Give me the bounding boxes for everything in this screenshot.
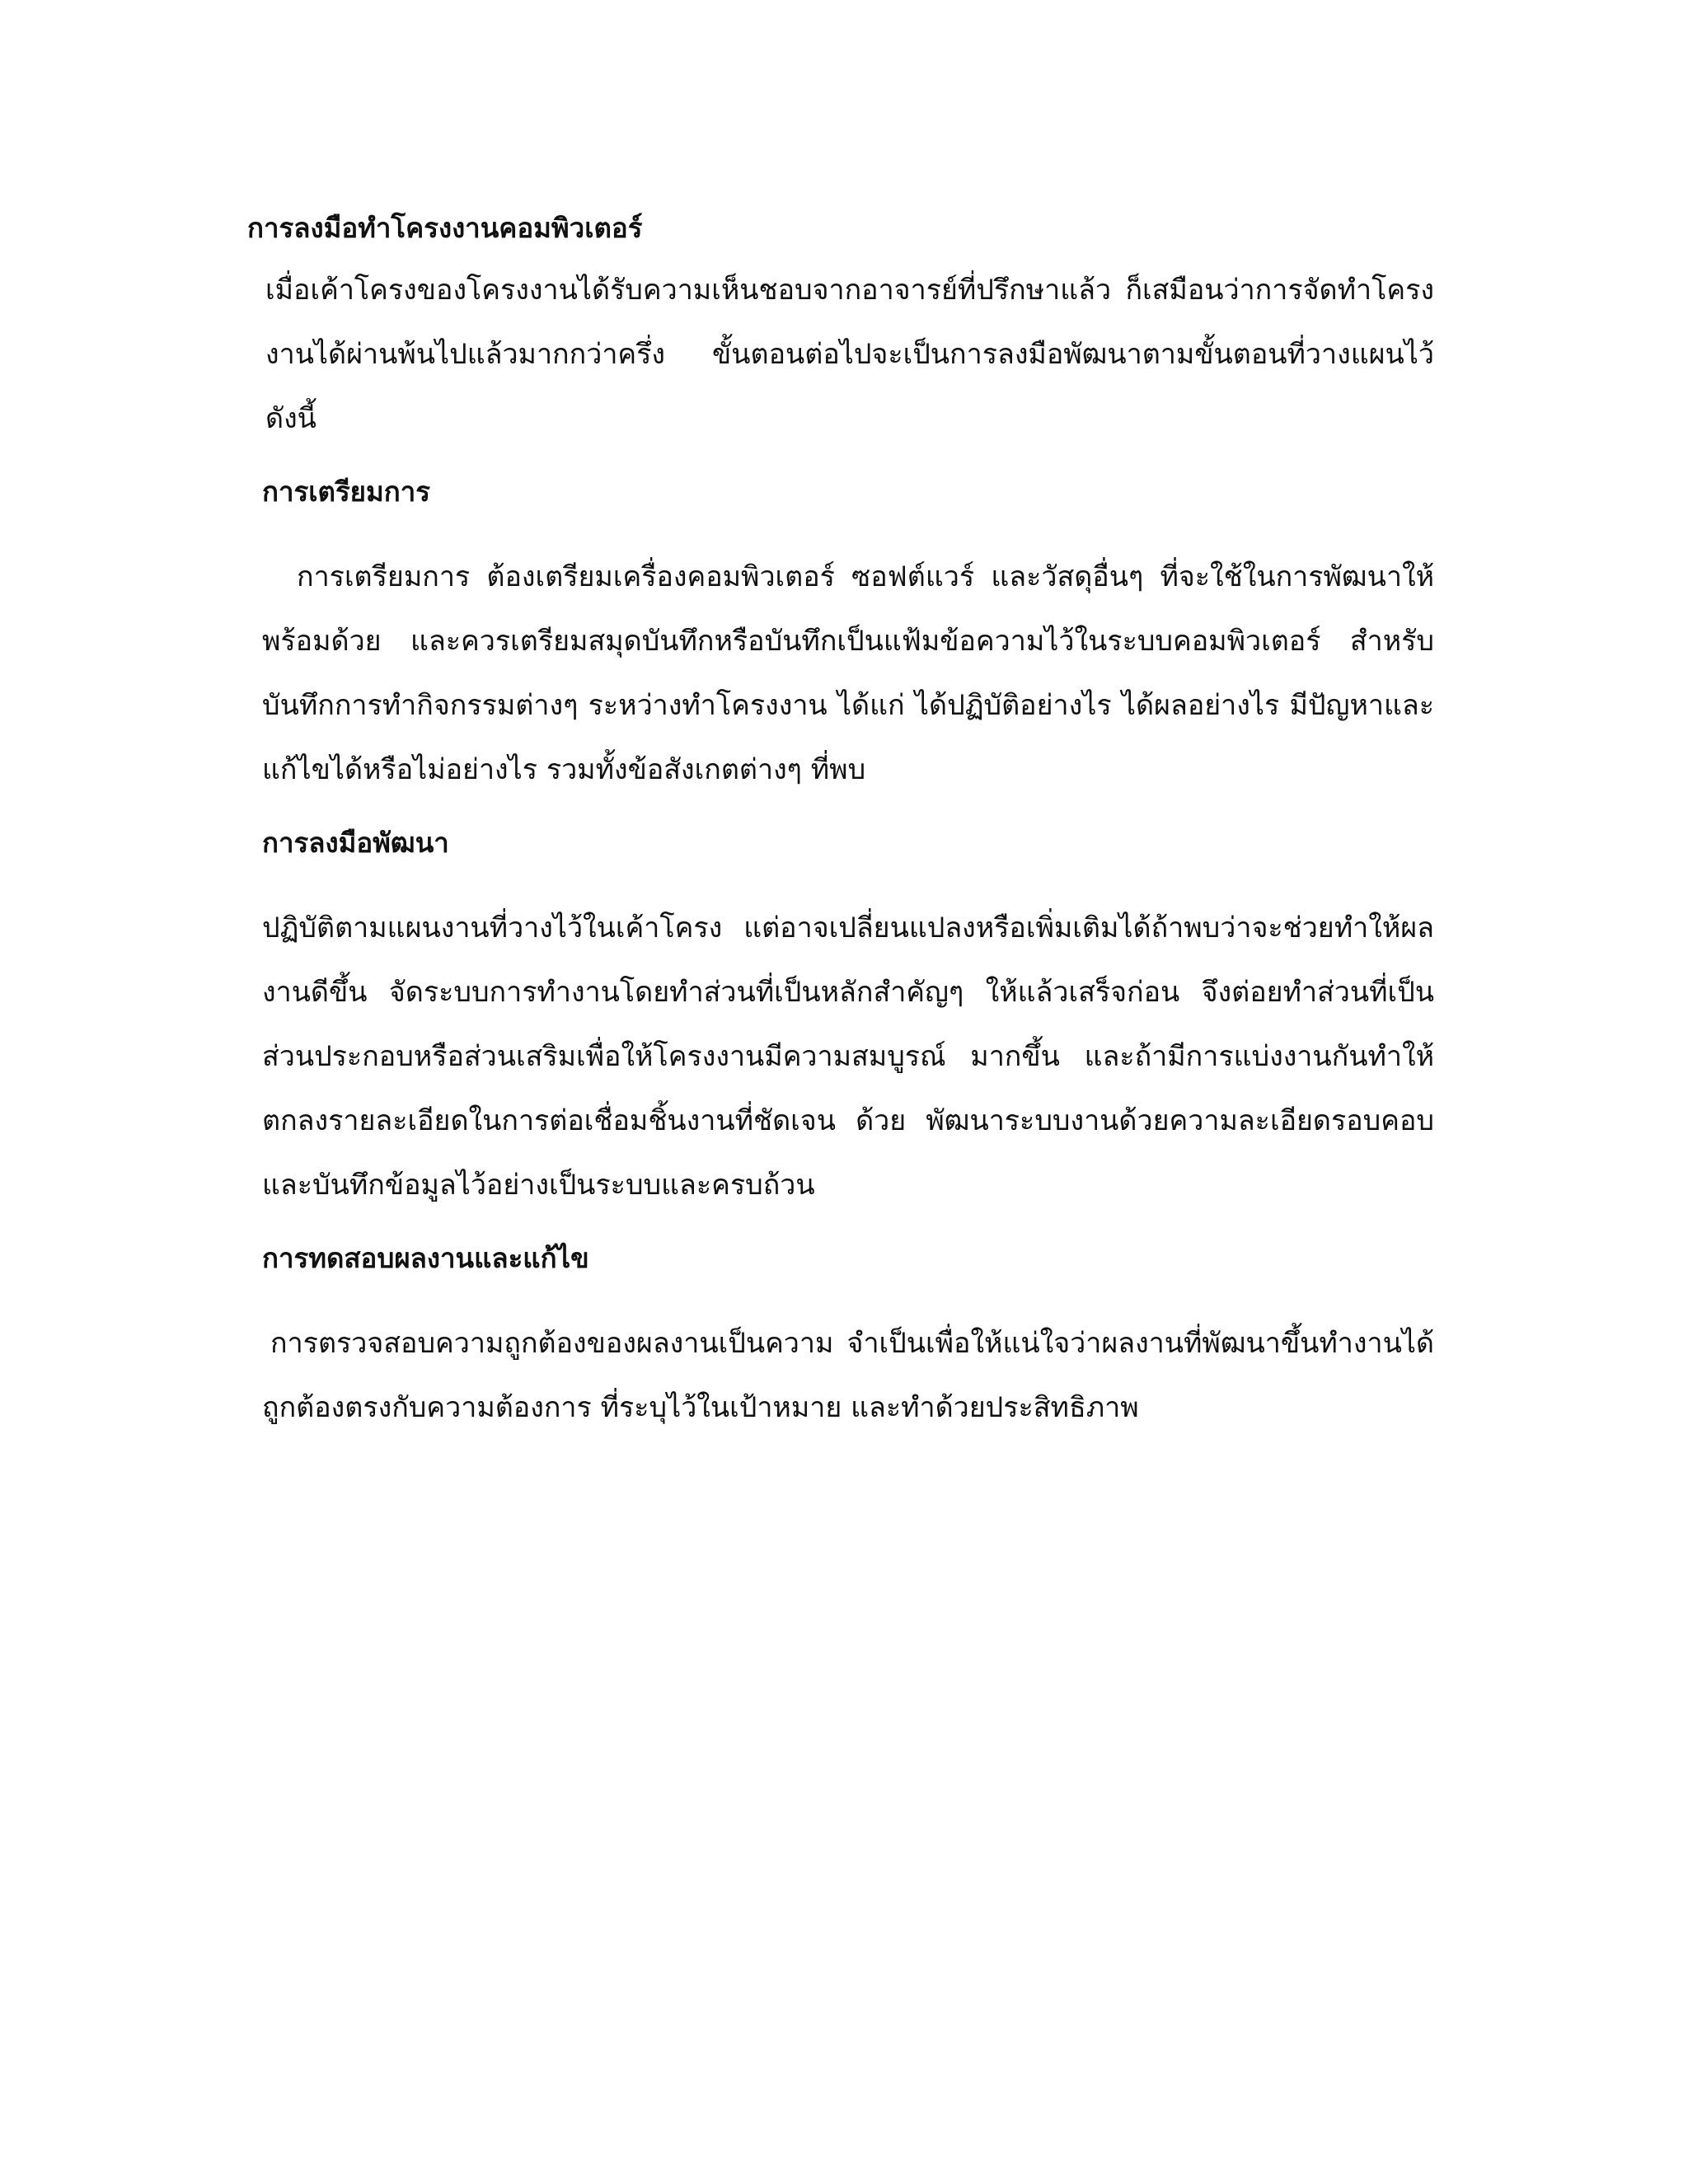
section-paragraph: ปฏิบัติตามแผนงานที่วางไว้ในเค้าโครง แต่อาจเปลี่ยนแปลงหรือเพิ่มเติมได้ถ้าพบว่าจะช่วยทำให้ผลงานดีขึ้น จัดระบบการทำงานโดยทำส่วนที่เป็นหลักสำคัญๆ ให้แล้วเสร็จก่อน จึงต่อยทำส่วนที่เป็นส่วนประกอบหรือส่วนเสริมเพื่อให้โครงงานมีความสมบูรณ์ มากขึ้น และถ้ามีการแบ่งงานกันทำให้ตกลงรายละเอียดในการต่อเชื่อมชิ้นงานที่ชัดเจน ด้วย พัฒนาระบบงานด้วยความละเอียดรอบคอบและบันทึกข้อมูลไว้อย่างเป็นระบบและครบถ้วน	[262, 912, 1434, 1202]
section-heading: การลงมือพัฒนา	[262, 827, 449, 859]
section-heading: การทดสอบผลงานและแก้ไข	[262, 1242, 589, 1274]
section-preparation	[247, 474, 1434, 802]
document-title: การลงมือทำโครงงานคอมพิวเตอร์	[247, 212, 643, 244]
document-body	[247, 210, 1434, 1440]
section-paragraph: การเตรียมการ ต้องเตรียมเครื่องคอมพิวเตอร์ ซอฟต์แวร์ และวัสดุอื่นๆ ที่จะใช้ในการพัฒนาให้พร้อมด้วย และควรเตรียมสมุดบันทึกหรือบันทึกเป็นแฟ้มข้อความไว้ในระบบคอมพิวเตอร์ สำหรับบันทึกการทำกิจกรรมต่างๆ ระหว่างทำโครงงาน ได้แก่ ได้ปฏิบัติอย่างไร ได้ผลอย่างไร มีปัญหาและแก้ไขได้หรือไม่อย่างไร รวมทั้งข้อสังเกตต่างๆ ที่พบ	[262, 560, 1434, 786]
section-heading: การเตรียมการ	[262, 476, 430, 508]
section-development	[247, 825, 1434, 1217]
section-testing	[247, 1240, 1434, 1440]
section-paragraph: การตรวจสอบความถูกต้องของผลงานเป็นความ จำเป็นเพื่อให้แน่ใจว่าผลงานที่พัฒนาขึ้นทำงานได้ถูกต้องตรงกับความต้องการ ที่ระบุไว้ในเป้าหมาย และทำด้วยประสิทธิภาพ	[262, 1327, 1434, 1424]
intro-paragraph: เมื่อเค้าโครงของโครงงานได้รับความเห็นชอบจากอาจารย์ที่ปรึกษาแล้ว ก็เสมือนว่าการจัดทำโครงงานได้ผ่านพ้นไปแล้วมากกว่าครึ่ง ขั้นตอนต่อไปจะเป็นการลงมือพัฒนาตามขั้นตอนที่วางแผนไว้ ดังนี้	[265, 274, 1434, 435]
